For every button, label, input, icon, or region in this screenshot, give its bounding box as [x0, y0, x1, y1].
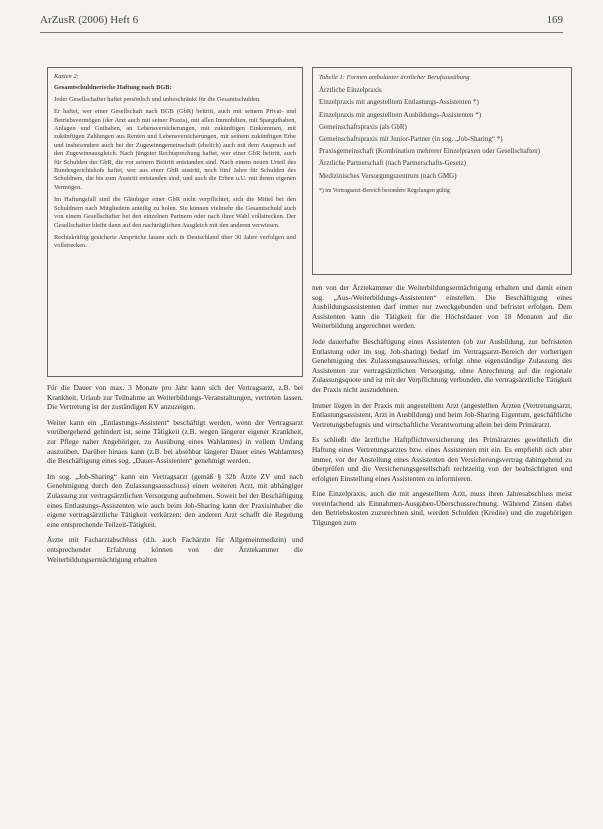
- table-item: Einzelpraxis mit angestelltem Ausbildungs-Assistenten *): [319, 110, 482, 119]
- body-paragraph: Ärzte mit Facharztabschluss (d.h. auch Fachärzte für Allgemeinmedizin) und entsprechender Erfahrung können von der Ärztekammer die Weiterbildungsermächtigung erhalten: [47, 535, 303, 564]
- table-item: Praxisgemeinschaft (Kombination mehrerer Einzelpraxen oder Gesellschaften): [319, 147, 540, 156]
- table-item: Gemeinschaftspraxis (als GbR): [319, 122, 407, 131]
- page-number: 169: [546, 14, 563, 26]
- body-paragraph: Für die Dauer von max. 3 Monate pro Jahr kann sich der Vertragsarzt, z.B. bei Krankheit, Urlaub zur Teilnahme an Weiterbildungs-Veranstaltungen, vertreten lassen. Die Vertretung ist der zuständigen KV anzuzeigen.: [47, 383, 303, 412]
- right-column-text: [312, 283, 572, 823]
- table-item: Ärztliche Einzelpraxis: [319, 86, 382, 95]
- table-item: Medizinisches Versorgungszentrum (nach GMG): [319, 171, 457, 180]
- left-column-text: [47, 383, 303, 823]
- table-item: Gemeinschaftspraxis mit Junior-Partner (in sog. „Job-Sharing“ *): [319, 135, 503, 144]
- body-paragraph: Im sog. „Job-Sharing“ kann ein Vertragsarzt (gemäß § 32b Ärzte ZV und nach Genehmigung durch den Zulassungsausschuss) einen weiteren Arzt, mit abhängiger Zulassung zur vertragsärztlichen Versorgung aufnehmen. Soweit bei der Beschäftigung eines Entlastungs-Assistenten wie auch beim Job-Sharing kann der Praxisinhaber die eigene vertragsärztliche Tätigkeit verkürzen; den anderen Arzt schafft die Regelung eine entsprechende Teilzeit-Tätigkeit.: [47, 471, 303, 529]
- table-caption: Tabelle 1: Formen ambulanter ärztlicher Berufsausübung: [319, 74, 470, 81]
- body-paragraph: Eine Einzelpraxis, auch die mit angestelltem Arzt, muss ihren Jahresabschluss meist vereinfachend als Einnahmen-Ausgaben-Überschussrechnung. Während Zinsen dabei den Betriebskosten zuzurechnen sind, werden Schulden (Kredite) und die zugehörigen Tilgungen zum: [312, 489, 572, 528]
- box-paragraph: Jeder Gesellschafter haftet persönlich und unbeschränkt für die Gesamtschulden.: [54, 95, 261, 103]
- info-box-liability: [47, 67, 303, 377]
- body-paragraph: Jede dauerhafte Beschäftigung eines Assistenten (ob zur Ausbildung, zur befristeten Entlastung oder im sog. Job-sharing) bedarf im Vertragsarzt-Bereich der vorherigen Genehmigung des Zulassungsausschusses, erfolgt ohne eigenständige Zulassung des Assistenten zur vertragsärztlichen Versorgung, ohne Anrechnung auf die regionale Zulassungsquote und ist mit der Verpflichtung verbunden, die vertragsärztliche Tätigkeit der Praxis nicht auszudehnen.: [312, 336, 572, 394]
- body-paragraph: Immer liegen in der Praxis mit angestelltem Arzt (angestellten Ärzten (Vertretungsarzt, Entlastungsassistent, Arzt in Ausbildung) und beim Job-Sharing Eigentum, geschäftliche Vertretungsbefugnis und wirtschaftliche Verantwortung allein bei dem Primärarzt.: [312, 400, 572, 429]
- box-paragraph: Er haftet, wer einer Gesellschaft nach BGB (GbR) beitritt, auch mit seinem Privat- und Betriebsvermögen (der Arzt auch mit seiner Praxis), mit allen Immobilien, mit Sparguthaben, Anlagen und Guthaben, an Lebensversicherungen, mit zukünftigen Einkommen, mit zukünftigen Zahlungen aus Renten und Lebensversicherungen, mit seinem zukünftigen Erbe und insbesondere auch bei der Zugewinngemeinschaft (ehelich) auch mit dem Anspruch auf den Zugewinnausgleich. Nach jüngster Rechtsprechung haftet, wer einer GbR beitritt, auch für Schulden der GbR, die vor seinem Beitritt entstanden sind. Nach einem neuen Urteil des Bundesgerichtshofs haftet, wer aus einer GbR austritt, noch fünf Jahre für Schulden des Schuldners, die bis zum Austritt entstanden sind, und auch die Erben u.U. mit ihrem eigenen Vermögen.: [54, 108, 296, 191]
- header-rule: [40, 32, 563, 33]
- journal-reference: ArZusR (2006) Heft 6: [40, 14, 139, 26]
- page-header: [40, 14, 563, 30]
- body-paragraph: Es schließt die ärztliche Haftpflichtversicherung des Primärarztes gewöhnlich die Haftung eines Vertretungsarztes bzw. eines Assistenten mit ein. Es empfiehlt sich aber immer, vor der Anstellung eines Assistenten den Versicherungsvertrag dahingehend zu überprüfen und die Versicherungsgesellschaft rechtzeitig von der beabsichtigten und erfolgten Einstellung eines Assistenten zu informieren.: [312, 435, 572, 483]
- body-paragraph: Weiter kann ein „Entlastungs-Assistent“ beschäftigt werden, wenn der Vertragsarzt vorübergehend gehindert ist, seine Tätigkeit (z.B. wegen längerer eigener Krankheit, zur Pflege naher Angehöriger, zu Ausübung eines Wahlamtes) in vollem Umfang auszuüben. Darüber hinaus kann (z.B. bei absehbar längerer Dauer eines Wahlamtes) die Beschäftigung eines sog. „Dauer-Assistenten“ genehmigt werden.: [47, 417, 303, 466]
- box-paragraph: Im Haftungsfall sind die Gläubiger einer GbR nicht verpflichtet, sich die Mittel bei den Schuldnern nach Mitgliedern anteilig zu holen. Sie können vielmehr die Gesamtschuld auch von einem Gesellschafter bei den einzelnen Partnern oder nach ihrer Wahl vollstrecken. Der Gesellschafter bleibt dann auf den nachträglichen Ausgleich mit den anderen verwiesen.: [54, 196, 296, 229]
- table-item: Ärztliche Partnerschaft (nach Partnerschafts-Gesetz): [319, 159, 467, 168]
- box-paragraph: Rechtskräftig gesicherte Ansprüche lassen sich in Deutschland über 30 Jahre verfolgen und vollstrecken.: [54, 233, 296, 250]
- table-practice-forms: [312, 67, 572, 275]
- table-footnote: *) im Vertragsarzt-Bereich besondere Regelungen gültig: [319, 187, 450, 194]
- box-heading: Gesamtschuldnerische Haftung nach BGB:: [54, 84, 172, 92]
- table-item: Einzelpraxis mit angestelltem Entlastungs-Assistenten *): [319, 98, 479, 107]
- box-caption: Kasten 2:: [54, 73, 79, 80]
- body-paragraph: nen von der Ärztekammer die Weiterbildungsermächtigung erhalten und damit einen sog. „Aus-/Weiterbildungs-Assistenten“ einstellen. Die Beschäftigung eines Ausbildungsassistenten darf immer nur zweckgebunden und befristet erfolgen. Dem Assistenten kann die Tätigkeit für die Höchstdauer von 18 Monaten auf die Weiterbildung angerechnet werden.: [312, 283, 572, 331]
